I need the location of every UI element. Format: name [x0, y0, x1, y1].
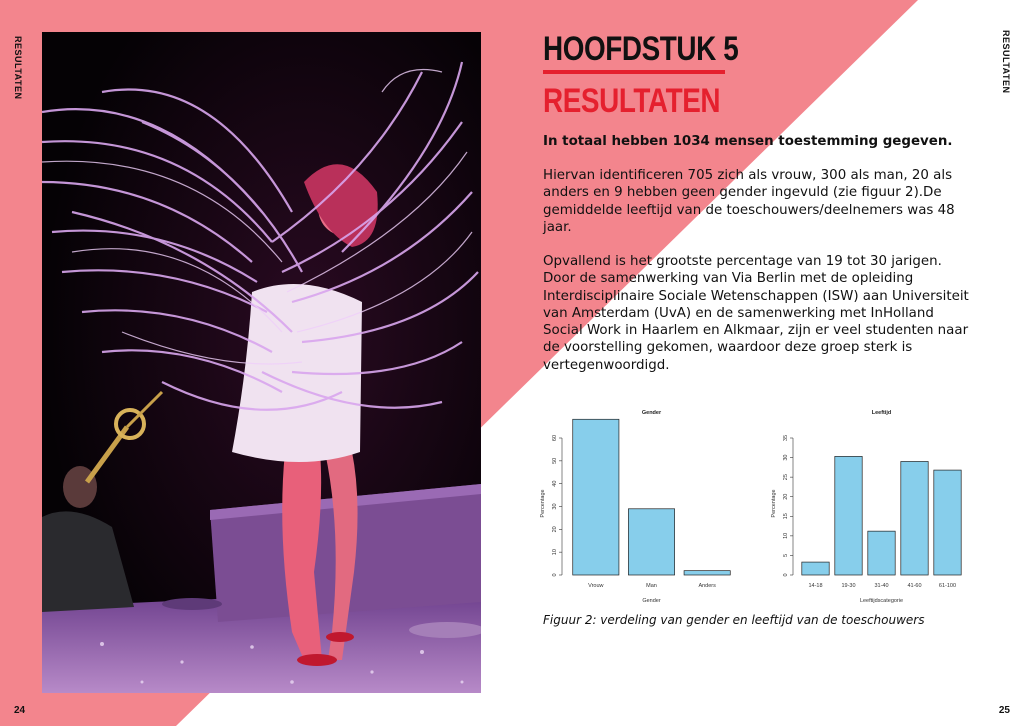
y-axis-label: Percentage: [771, 489, 777, 518]
body-paragraph-1: Hiervan identificeren 705 zich als vrouw, 300 als man, 20 als anders en 9 hebben geen gender ingevuld (zie figuur 2).De gemiddelde leeftijd van de toeschouwers/deelnemers was 48 jaar.: [543, 168, 955, 235]
x-axis-label: Gender: [642, 598, 661, 604]
y-tick-label: 30: [552, 503, 558, 510]
y-tick-label: 35: [783, 434, 789, 442]
x-tick-label: Vrouw: [588, 583, 604, 589]
x-tick-label: Man: [646, 583, 657, 589]
body-paragraph-2: Opvallend is het grootste percentage van 19 tot 30 jarigen. Door de samenwerking van Via Berlin met de opleiding Interdisciplinaire Sociale Wetenschappen (ISW) aan Universiteit van Amsterdam (UvA) en de samenwerking met InHolland Social Work in Haarlem en Alkmaar, zijn er veel studenten naar de voorstelling gekomen, waardoor deze groep sterk is vertegenwoordigd.: [543, 254, 969, 373]
bar-14-18: [802, 562, 829, 575]
y-tick-label: 10: [783, 532, 789, 539]
side-label-left: RESULTATEN: [13, 36, 23, 100]
chart-title: Leeftijd: [871, 410, 892, 416]
gender-chart: [540, 410, 730, 604]
page-title: RESULTATEN: [543, 82, 721, 120]
y-tick-label: 30: [783, 454, 789, 461]
y-tick-label: 0: [552, 573, 558, 577]
page-number-right: 25: [998, 705, 1010, 716]
y-tick-label: 5: [783, 553, 789, 557]
y-tick-label: 40: [552, 480, 558, 487]
page-number-left: 24: [14, 705, 26, 716]
y-tick-label: 50: [552, 457, 558, 464]
chart-title: Gender: [641, 410, 662, 416]
y-tick-label: 10: [552, 549, 558, 556]
bar-anders: [684, 571, 730, 575]
x-tick-label: 19-30: [841, 583, 856, 589]
lead-paragraph: In totaal hebben 1034 mensen toestemming gegeven.: [543, 134, 953, 149]
y-tick-label: 15: [783, 513, 789, 520]
age-chart: [771, 410, 961, 604]
figure-caption: Figuur 2: verdeling van gender en leeftijd van de toeschouwers: [543, 613, 925, 627]
y-tick-label: 20: [552, 526, 558, 533]
x-axis-label: Leeftijdscategorie: [859, 598, 904, 604]
bar-vrouw: [573, 419, 619, 575]
chapter-heading: HOOFDSTUK 5: [543, 30, 739, 68]
bar-19-30: [835, 456, 862, 575]
bar-man: [628, 509, 674, 575]
x-tick-label: Anders: [698, 583, 716, 589]
x-tick-label: 31-40: [874, 583, 889, 589]
y-tick-label: 20: [783, 493, 789, 500]
x-tick-label: 41-60: [907, 583, 922, 589]
y-tick-label: 25: [783, 474, 789, 481]
y-tick-label: 60: [552, 434, 558, 442]
heading-divider: [543, 70, 725, 74]
bar-41-60: [901, 461, 928, 575]
bar-61-100: [934, 470, 961, 575]
y-tick-label: 0: [783, 573, 789, 577]
x-tick-label: 61-100: [938, 583, 957, 589]
bar-31-40: [868, 531, 895, 575]
x-tick-label: 14-18: [808, 583, 823, 589]
y-axis-label: Percentage: [540, 489, 546, 518]
performance-photo: [42, 32, 481, 693]
figure-charts: [535, 402, 975, 607]
side-label-right: RESULTATEN: [1001, 30, 1011, 94]
